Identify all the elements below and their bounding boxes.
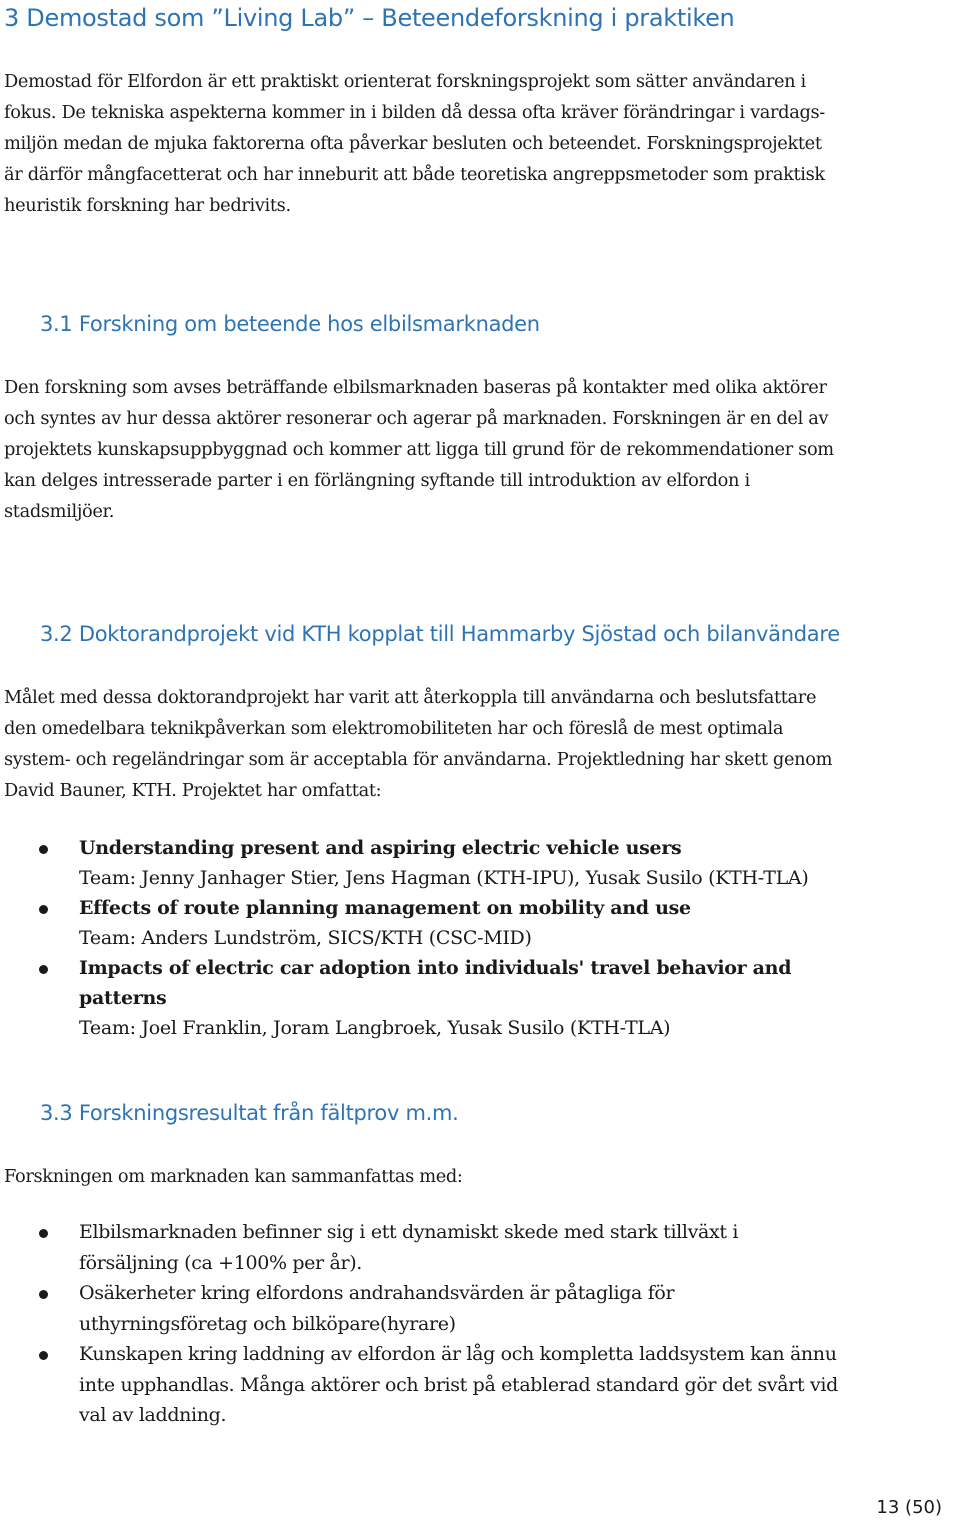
bullet-icon (39, 965, 48, 974)
section-3-paragraph (4, 66, 954, 221)
paragraph-line: kan delges intresserade parter i en förlängning syftande till introduktion av elfordon i (4, 470, 750, 491)
paragraph-line: den omedelbara teknikpåverkan som elektromobiliteten har och föreslå de mest optimala (4, 718, 784, 739)
paragraph-line: system- och regeländringar som är acceptabla för användarna. Projektledning har skett genom (4, 749, 833, 770)
finding-item (0, 1278, 960, 1339)
section-3-3-intro (4, 1161, 954, 1192)
project-item (0, 833, 960, 893)
paragraph-line: Demostad för Elfordon är ett praktiskt orienterat forskningsprojekt som sätter användaren i (4, 71, 806, 92)
section-3-heading: 3 Demostad som ”Living Lab” – Beteendeforskning i praktiken (4, 4, 735, 32)
finding-line: Elbilsmarknaden befinner sig i ett dynamiskt skede med stark tillväxt i (79, 1221, 739, 1243)
paragraph-line: heuristik forskning har bedrivits. (4, 195, 291, 216)
section-3-1-heading: 3.1 Forskning om beteende hos elbilsmarknaden (40, 312, 540, 336)
project-team: Team: Joel Franklin, Joram Langbroek, Yusak Susilo (KTH-TLA) (79, 1017, 671, 1039)
paragraph-line: fokus. De tekniska aspekterna kommer in i bilden då dessa ofta kräver förändringar i vardags- (4, 102, 825, 123)
project-title: Effects of route planning management on mobility and use (79, 897, 691, 919)
bullet-icon (39, 1229, 48, 1238)
project-team: Team: Anders Lundström, SICS/KTH (CSC-MID) (79, 927, 532, 949)
paragraph-line: och syntes av hur dessa aktörer resonerar och agerar på marknaden. Forskningen är en del av (4, 408, 829, 429)
paragraph-line: Målet med dessa doktorandprojekt har varit att återkoppla till användarna och beslutsfattare (4, 687, 817, 708)
finding-item (0, 1339, 960, 1431)
project-item (0, 953, 960, 1043)
project-title-continued: patterns (79, 987, 167, 1009)
project-title: Understanding present and aspiring electric vehicle users (79, 837, 682, 859)
section-3-2-paragraph (4, 682, 954, 806)
paragraph-line: projektets kunskapsuppbyggnad och kommer att ligga till grund för de rekommendationer som (4, 439, 834, 460)
section-3-2-heading: 3.2 Doktorandprojekt vid KTH kopplat till Hammarby Sjöstad och bilanvändare (40, 622, 840, 646)
page-number: 13 (50) (876, 1497, 942, 1518)
paragraph-line: miljön medan de mjuka faktorerna ofta påverkar besluten och beteendet. Forskningsprojektet (4, 133, 822, 154)
bullet-icon (39, 1351, 48, 1360)
paragraph-line: stadsmiljöer. (4, 501, 115, 522)
finding-line: Kunskapen kring laddning av elfordon är låg och kompletta laddsystem kan ännu (79, 1343, 837, 1365)
bullet-icon (39, 845, 48, 854)
project-item (0, 893, 960, 953)
paragraph-line: David Bauner, KTH. Projektet har omfattat: (4, 780, 382, 801)
project-title: Impacts of electric car adoption into individuals' travel behavior and (79, 957, 792, 979)
project-list (0, 833, 960, 1043)
finding-line: val av laddning. (79, 1404, 227, 1426)
paragraph-line: är därför mångfacetterat och har inneburit att både teoretiska angreppsmetoder som praktisk (4, 164, 825, 185)
bullet-icon (39, 905, 48, 914)
bullet-icon (39, 1290, 48, 1299)
project-team: Team: Jenny Janhager Stier, Jens Hagman (KTH-IPU), Yusak Susilo (KTH-TLA) (79, 867, 809, 889)
findings-list (0, 1217, 960, 1431)
finding-line: inte upphandlas. Många aktörer och brist på etablerad standard gör det svårt vid (79, 1373, 838, 1396)
section-3-3-heading: 3.3 Forskningsresultat från fältprov m.m. (40, 1101, 459, 1125)
finding-line: uthyrningsföretag och bilköpare(hyrare) (79, 1312, 456, 1335)
finding-item (0, 1217, 960, 1278)
paragraph-line: Den forskning som avses beträffande elbilsmarknaden baseras på kontakter med olika aktörer (4, 377, 827, 398)
finding-line: Osäkerheter kring elfordons andrahandsvärden är påtagliga för (79, 1282, 675, 1304)
section-3-1-paragraph (4, 372, 954, 527)
finding-line: försäljning (ca +100% per år). (79, 1251, 362, 1274)
paragraph-line: Forskningen om marknaden kan sammanfattas med: (4, 1166, 463, 1187)
